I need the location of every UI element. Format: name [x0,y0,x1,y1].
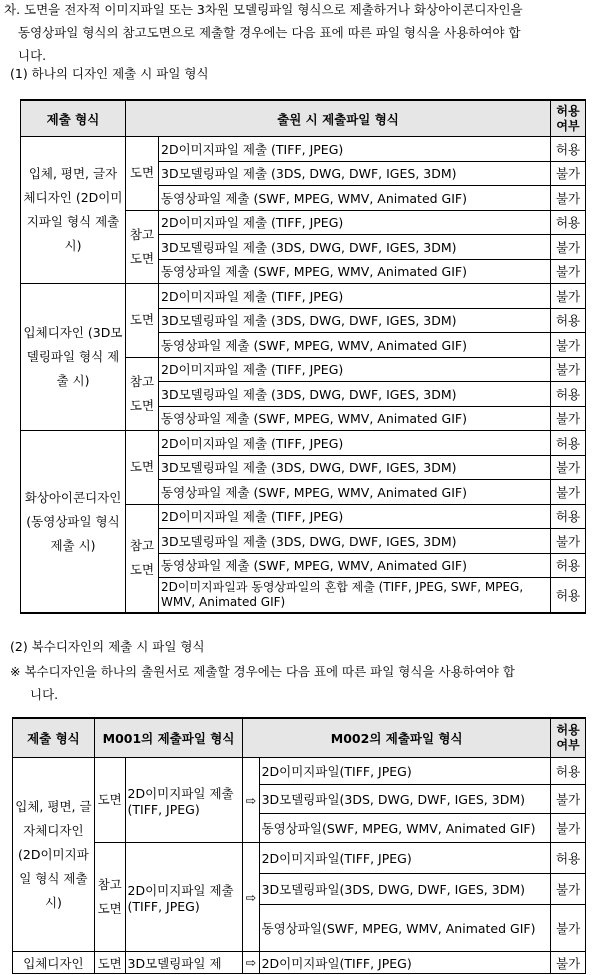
file-format: 동영상파일 제출 (SWF, MPEG, WMV, Animated GIF) [159,186,551,211]
m002-format: 3D모델링파일(3DS, DWG, DWF, IGES, 3DM) [259,874,551,905]
table-row [13,843,586,874]
m002-format: 3D모델링파일(3DS, DWG, DWF, IGES, 3DM) [259,785,551,814]
allowed-status: 불가 [551,874,586,905]
m002-format: 2D이미지파일(TIFF, JPEG) [259,952,551,974]
file-format: 동영상파일 제출 (SWF, MPEG, WMV, Animated GIF) [159,406,551,431]
allowed-status: 불가 [551,529,586,554]
file-format: 동영상파일 제출 (SWF, MPEG, WMV, Animated GIF) [159,553,551,578]
arrow-icon: ⇨ [243,843,259,952]
single-design-file-format-table [20,99,586,614]
note-line-2: 니다. [30,687,59,702]
allowed-status: 불가 [551,333,586,358]
allowed-status: 허용 [551,504,586,529]
allowed-status: 허용 [551,308,586,333]
submission-category: 입체디자인 (3D모델링파일 형식 제출 시) [21,284,126,431]
table-header-row [21,100,586,137]
allowed-status: 불가 [551,785,586,814]
table-row [21,137,586,162]
file-format: 3D모델링파일 제출 (3DS, DWG, DWF, IGES, 3DM) [159,382,551,407]
submission-category: 입체디자인 [13,952,95,974]
table-header-row [13,718,586,758]
m001-format: 2D이미지파일 제출 (TIFF, JPEG) [125,758,243,843]
section1-heading: (1) 하나의 디자인 제출 시 파일 형식 [10,66,209,81]
intro-line-2: 동영상파일 형식의 참고도면으로 제출할 경우에는 다음 표에 따른 파일 형식을 사용하여야 합 [18,25,521,40]
file-format: 3D모델링파일 제출 (3DS, DWG, DWF, IGES, 3DM) [159,235,551,260]
allowed-status: 불가 [551,235,586,260]
file-format: 동영상파일 제출 (SWF, MPEG, WMV, Animated GIF) [159,259,551,284]
allowed-status: 허용 [551,843,586,874]
m002-format: 2D이미지파일(TIFF, JPEG) [259,843,551,874]
allowed-status: 불가 [551,455,586,480]
header-m001-format: M001의 제출파일 형식 [94,718,242,758]
drawing-type: 참고도면 [126,357,159,431]
arrow-icon: ⇨ [243,758,259,843]
allowed-status: 불가 [551,814,586,843]
drawing-type: 참고도면 [126,504,159,613]
drawing-type: 도면 [126,137,159,211]
submission-category: 입체, 평면, 글자체디자인 (2D이미지파일 형식 제출 시) [13,758,95,952]
file-format: 3D모델링파일 제출 (3DS, DWG, DWF, IGES, 3DM) [159,161,551,186]
allowed-status: 허용 [551,758,586,785]
allowed-status: 불가 [551,905,586,952]
note-line-1: ※ 복수디자인을 하나의 출원서로 제출할 경우에는 다음 표에 따른 파일 형식을 사용하여야 합 [10,664,515,679]
m001-format: 3D모델링파일 제 [125,952,243,974]
submission-category: 입체, 평면, 글자체디자인 (2D이미지파일 형식 제출 시) [21,137,126,284]
file-format: 2D이미지파일 제출 (TIFF, JPEG) [159,357,551,382]
allowed-status: 불가 [551,406,586,431]
allowed-status: 불가 [551,480,586,505]
header-submission-format: 제출 형식 [13,718,95,758]
drawing-type: 도면 [126,431,159,505]
table-row [21,431,586,456]
header-submission-format: 제출 형식 [21,100,126,137]
allowed-status: 불가 [551,186,586,211]
table-row [13,758,586,785]
m002-format: 동영상파일(SWF, MPEG, WMV, Animated GIF) [259,905,551,952]
allowed-status: 허용 [551,578,586,614]
file-format: 2D이미지파일 제출 (TIFF, JPEG) [159,504,551,529]
drawing-type: 도면 [94,952,125,974]
file-format: 2D이미지파일과 동영상파일의 혼합 제출 (TIFF, JPEG, SWF, MPEG, WMV, Animated GIF) [159,578,551,614]
file-format: 동영상파일 제출 (SWF, MPEG, WMV, Animated GIF) [159,333,551,358]
multi-design-file-format-table [12,717,586,974]
arrow-icon: ⇨ [243,952,259,974]
header-file-format: 출원 시 제출파일 형식 [126,100,551,137]
file-format: 동영상파일 제출 (SWF, MPEG, WMV, Animated GIF) [159,480,551,505]
drawing-type: 참고도면 [126,210,159,284]
header-allowed: 허용여부 [551,100,586,137]
table-row [13,952,586,974]
header-allowed: 허용여부 [551,718,586,758]
intro-paragraph [0,0,607,67]
table-row [21,284,586,309]
file-format: 2D이미지파일 제출 (TIFF, JPEG) [159,284,551,309]
file-format: 2D이미지파일 제출 (TIFF, JPEG) [159,137,551,162]
section2-note [0,660,607,706]
intro-line-3: 니다. [18,48,47,63]
allowed-status: 허용 [551,431,586,456]
file-format: 3D모델링파일 제출 (3DS, DWG, DWF, IGES, 3DM) [159,308,551,333]
m002-format: 동영상파일(SWF, MPEG, WMV, Animated GIF) [259,814,551,843]
drawing-type: 도면 [94,758,125,843]
allowed-status: 불가 [551,259,586,284]
m002-format: 2D이미지파일(TIFF, JPEG) [259,758,551,785]
file-format: 2D이미지파일 제출 (TIFF, JPEG) [159,431,551,456]
file-format: 3D모델링파일 제출 (3DS, DWG, DWF, IGES, 3DM) [159,455,551,480]
section2-heading: (2) 복수디자인의 제출 시 파일 형식 [10,639,205,654]
allowed-status: 허용 [551,553,586,578]
allowed-status: 불가 [551,357,586,382]
allowed-status: 불가 [551,952,586,974]
allowed-status: 허용 [551,137,586,162]
file-format: 3D모델링파일 제출 (3DS, DWG, DWF, IGES, 3DM) [159,529,551,554]
allowed-status: 불가 [551,161,586,186]
drawing-type: 참고도면 [94,843,125,952]
submission-category: 화상아이콘디자인 (동영상파일 형식 제출 시) [21,431,126,614]
drawing-type: 도면 [126,284,159,358]
m001-format: 2D이미지파일 제출 (TIFF, JPEG) [125,843,243,952]
intro-line-1: 차. 도면을 전자적 이미지파일 또는 3차원 모델링파일 형식으로 제출하거나 화상아이콘디자인을 [4,2,523,17]
file-format: 2D이미지파일 제출 (TIFF, JPEG) [159,210,551,235]
allowed-status: 허용 [551,382,586,407]
allowed-status: 허용 [551,210,586,235]
allowed-status: 불가 [551,284,586,309]
header-m002-format: M002의 제출파일 형식 [243,718,551,758]
